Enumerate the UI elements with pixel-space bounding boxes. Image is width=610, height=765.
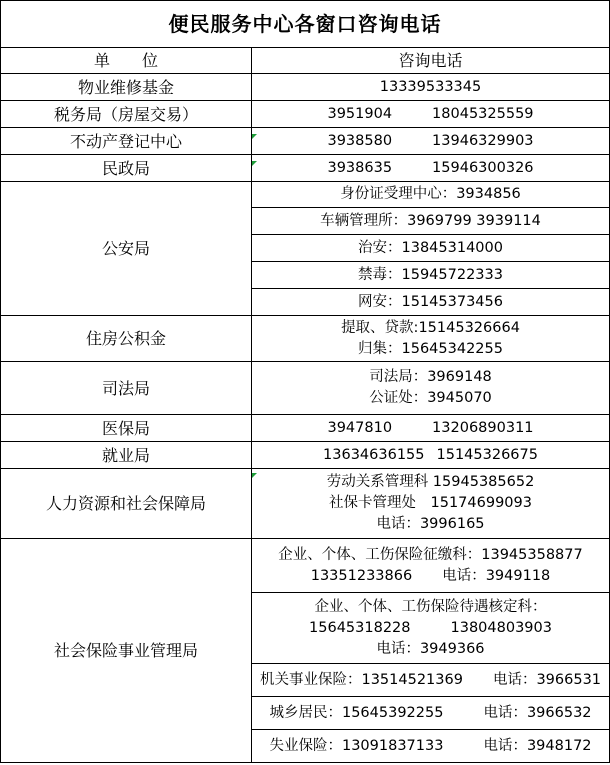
phone-cell bbox=[252, 415, 610, 442]
phone-cell bbox=[252, 128, 610, 155]
table-row bbox=[1, 415, 610, 442]
phone-line: 归集：15645342255 bbox=[358, 340, 503, 357]
phone-cell bbox=[252, 539, 610, 593]
phone-cell bbox=[252, 469, 610, 539]
header-phone: 咨询电话 bbox=[252, 48, 610, 74]
phone-cell bbox=[252, 442, 610, 469]
unit-cell: 司法局 bbox=[1, 362, 252, 415]
phone-line: 劳动关系管理科 15945385652 bbox=[326, 474, 535, 490]
phone-line: 司法局：3969148 bbox=[369, 369, 492, 385]
phone-line: 社保卡管理处 15174699093 bbox=[329, 495, 532, 511]
phone-cell bbox=[252, 316, 610, 362]
phone-cell: 网安：15145373456 bbox=[252, 289, 610, 316]
phone-number: 电话：3948172 bbox=[483, 737, 592, 754]
table-row bbox=[1, 74, 610, 101]
unit-cell: 住房公积金 bbox=[1, 316, 252, 362]
phone-line: 电话：3996165 bbox=[376, 516, 485, 532]
phone-cell bbox=[252, 362, 610, 415]
phone-number: 电话：3966532 bbox=[483, 704, 592, 721]
phone-number: 15645318228 bbox=[309, 619, 411, 636]
table-row bbox=[1, 182, 610, 208]
phone-line: 电话：3949366 bbox=[376, 640, 485, 657]
table-row bbox=[1, 155, 610, 182]
unit-cell: 人力资源和社会保障局 bbox=[1, 469, 252, 539]
unit-cell: 就业局 bbox=[1, 442, 252, 469]
phone-cell bbox=[252, 101, 610, 128]
header-unit: 单 位 bbox=[1, 48, 252, 74]
table-row bbox=[1, 101, 610, 128]
phone-cell bbox=[252, 593, 610, 664]
unit-cell: 社会保险事业管理局 bbox=[1, 539, 252, 763]
cell-marker-icon bbox=[252, 134, 257, 139]
phone-line: 企业、个体、工伤保险征缴科：13945358877 bbox=[278, 546, 583, 563]
phone-number: 18045325559 bbox=[432, 105, 534, 122]
phone-cell bbox=[252, 155, 610, 182]
phone-number: 13634636155 bbox=[323, 446, 425, 463]
phone-cell bbox=[252, 697, 610, 730]
table-row bbox=[1, 128, 610, 155]
phone-line: 提取、贷款:15145326664 bbox=[341, 319, 520, 336]
phone-cell: 13339533345 bbox=[252, 74, 610, 101]
phone-cell bbox=[252, 730, 610, 763]
title-row bbox=[1, 1, 610, 48]
unit-cell: 民政局 bbox=[1, 155, 252, 182]
phone-number: 15946300326 bbox=[432, 159, 534, 176]
phone-number: 3938580 bbox=[327, 132, 393, 149]
table-row bbox=[1, 469, 610, 539]
phone-number: 13351233866 bbox=[310, 567, 413, 584]
unit-cell: 公安局 bbox=[1, 182, 252, 316]
table-row bbox=[1, 362, 610, 415]
phone-number: 3947810 bbox=[327, 419, 393, 436]
phone-number: 电话：3966531 bbox=[492, 671, 602, 688]
phone-number: 3938635 bbox=[327, 159, 393, 176]
phone-number: 13804803903 bbox=[450, 619, 552, 636]
page-title: 便民服务中心各窗口咨询电话 bbox=[1, 1, 610, 48]
phone-cell: 治安：13845314000 bbox=[252, 235, 610, 262]
phone-line: 公证处：3945070 bbox=[369, 390, 492, 406]
phone-cell: 禁毒：15945722333 bbox=[252, 262, 610, 289]
phone-cell: 车辆管理所：3969799 3939114 bbox=[252, 208, 610, 235]
header-row bbox=[1, 48, 610, 74]
table-row bbox=[1, 539, 610, 593]
phone-number: 失业保险：13091837133 bbox=[269, 737, 444, 754]
phone-line bbox=[252, 566, 609, 587]
phone-number: 城乡居民：15645392255 bbox=[269, 704, 444, 721]
unit-cell: 不动产登记中心 bbox=[1, 128, 252, 155]
phone-number: 13206890311 bbox=[432, 419, 534, 436]
unit-cell: 税务局（房屋交易） bbox=[1, 101, 252, 128]
cell-marker-icon bbox=[252, 161, 257, 166]
unit-cell: 物业维修基金 bbox=[1, 74, 252, 101]
table-row bbox=[1, 442, 610, 469]
phone-number: 13946329903 bbox=[432, 132, 534, 149]
phone-cell: 身份证受理中心：3934856 bbox=[252, 182, 610, 208]
table-row bbox=[1, 316, 610, 362]
phone-number: 3951904 bbox=[327, 105, 393, 122]
phone-number: 机关事业保险：13514521369 bbox=[259, 671, 463, 688]
phone-line: 企业、个体、工伤保险待遇核定科： bbox=[314, 598, 547, 615]
cell-marker-icon bbox=[252, 473, 257, 478]
unit-cell: 医保局 bbox=[1, 415, 252, 442]
phone-number: 15145326675 bbox=[436, 446, 538, 463]
phone-line bbox=[252, 618, 609, 639]
phone-number: 电话：3949118 bbox=[442, 567, 551, 584]
phone-cell bbox=[252, 664, 610, 697]
